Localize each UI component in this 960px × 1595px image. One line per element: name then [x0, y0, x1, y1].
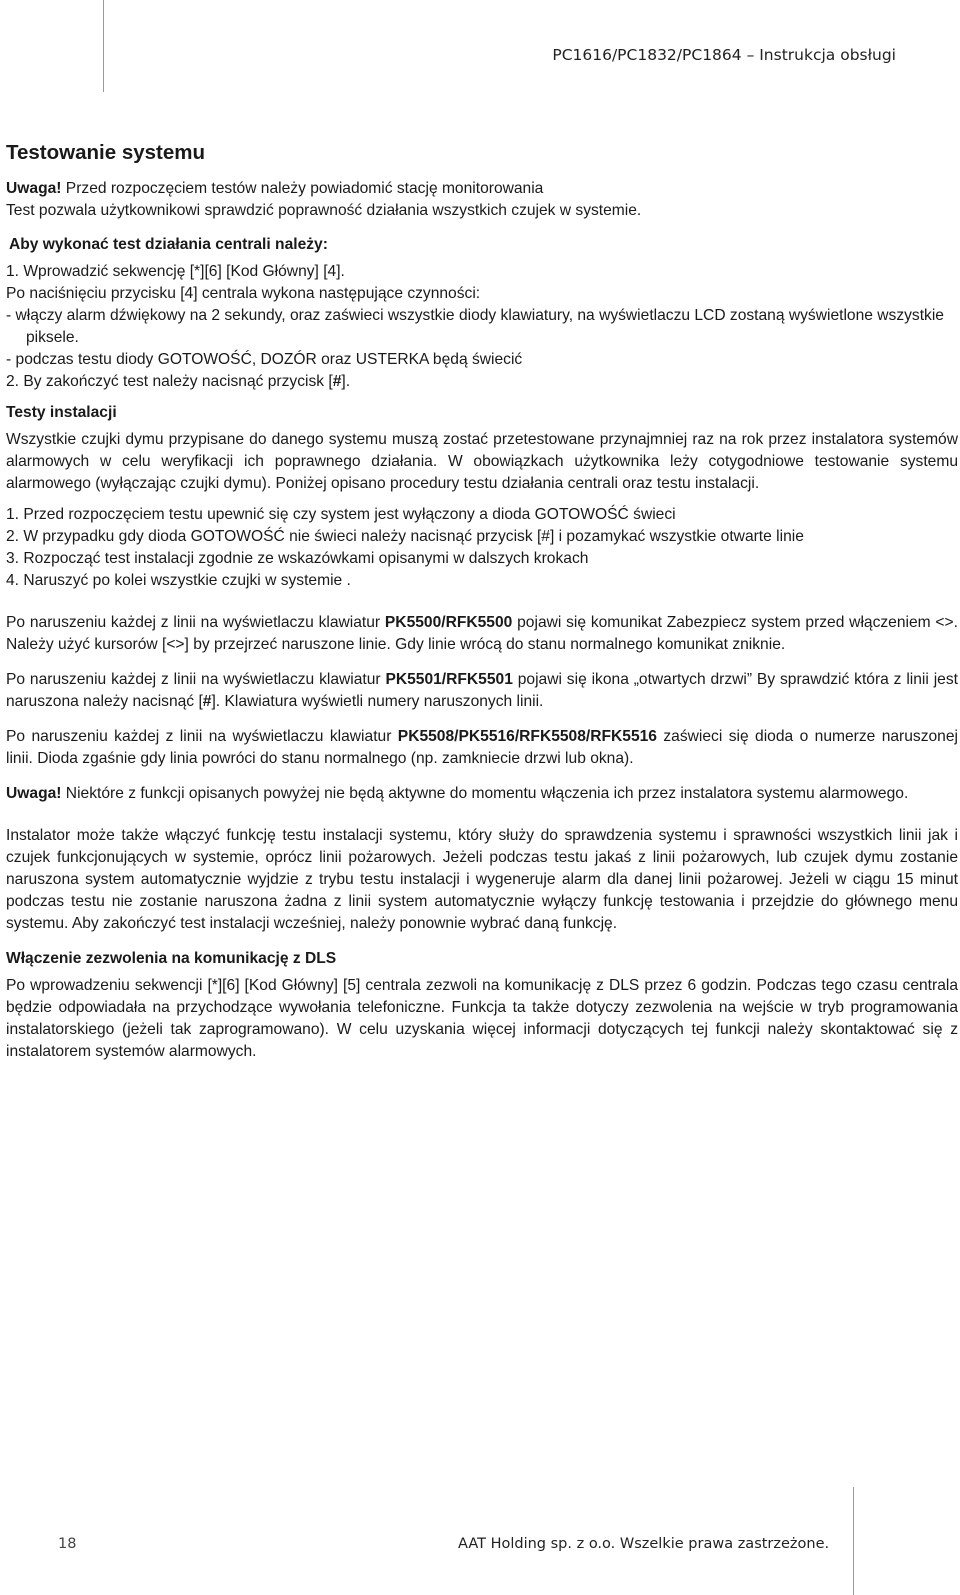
keypad-model-pk5500: PK5500/RFK5500 — [384, 614, 513, 631]
install-step-item: 4. Naruszyć po kolei wszystkie czujki w systemie . — [6, 572, 351, 589]
install-step-item: 3. Rozpocząć test instalacji zgodnie ze wskazówkami opisanymi w dalszych krokach — [6, 550, 589, 567]
warning-text: Przed rozpoczęciem testów należy powiadomić stację monitorowania — [61, 180, 544, 197]
page-number: 18 — [58, 1536, 77, 1552]
keypad-model-pk5501: PK5501/RFK5501 — [385, 671, 513, 688]
procedure-bullet-1: - włączy alarm dźwiękowy na 2 sekundy, oraz zaświeci wszystkie diody klawiatury, na wyświetlaczu LCD zostaną wyświetlone wszystkie piksele. — [6, 307, 944, 346]
p1-text-a: Po naruszeniu każdej z linii na wyświetlaczu klawiatur — [6, 614, 385, 631]
keypad-pk5500-paragraph — [6, 612, 958, 656]
procedure-bullet-2: - podczas testu diody GOTOWOŚĆ, DOZÓR oraz USTERKA będą świecić — [6, 351, 523, 368]
keypad-model-pk5508: PK5508/PK5516/RFK5508/RFK5516 — [397, 728, 657, 745]
page-content — [6, 140, 958, 1063]
second-warning-paragraph — [6, 783, 958, 805]
footer-copyright: AAT Holding sp. z o.o. Wszelkie prawa zastrzeżone. — [458, 1536, 830, 1552]
warning-label: Uwaga! — [6, 180, 62, 197]
hash-key: # — [332, 373, 342, 390]
p2-text-b: pojawi się ikona „otwartych drzwi” By sprawdzić która z linii jest naruszona należy nacisnąć [ — [6, 671, 958, 710]
section-title-dls: Włączenie zezwolenia na komunikację z DLS — [6, 950, 337, 967]
warning-text: Niektóre z funkcji opisanych powyżej nie będą aktywne do momentu włączenia ich przez instalatora systemu alarmowego. — [61, 785, 909, 802]
installer-test-paragraph: Instalator może także włączyć funkcję testu instalacji systemu, który służy do sprawdzenia systemu i sprawności wszystkich linii jak i czujek funkcjonujących w systemie, oprócz linii pożarowych. Jeżeli podczas testu jakaś z linii pożarowych, lub czujek dymu zostanie naruszona system automatycznie wyjdzie z trybu testu instalacji i wygeneruje alarm dla danej linii pożarowej. Jeżeli w ciągu 15 minut podczas testu nie zostanie naruszona żadna z linii system automatycznie wyłączy funkcję testowania i przejdzie do głównego menu systemu. Aby zakończyć test instalacji wcześniej, należy ponownie wybrać daną funkcję. — [6, 827, 958, 932]
step2-text-b: ]. — [341, 373, 351, 390]
procedure-step-1: 1. Wprowadzić sekwencję [*][6] [Kod Główny] [4]. — [6, 263, 345, 280]
install-test-intro: Wszystkie czujki dymu przypisane do danego systemu muszą zostać przetestowane przynajmniej raz na rok przez instalatora systemów alarmowych w celu weryfikacji ich poprawnego działania. W obowiązkach użytkownika leży cotygodniowe testowanie systemu alarmowego (wyłączając czujki dymu). Poniżej opisano procedury testu działania centrali oraz testu instalacji. — [6, 431, 958, 492]
keypad-pk5501-paragraph — [6, 669, 958, 713]
p3-text-a: Po naruszeniu każdej z linii na wyświetlaczu klawiatur — [6, 728, 398, 745]
p2-text-a: Po naruszeniu każdej z linii na wyświetlaczu klawiatur — [6, 671, 386, 688]
warning-paragraph — [6, 178, 958, 200]
step2-text-a: 2. By zakończyć test należy nacisnąć przycisk [ — [6, 373, 333, 390]
header-divider-line — [103, 0, 104, 92]
section-title-testy-instalacji: Testy instalacji — [6, 404, 117, 421]
after-press-text: Po naciśnięciu przycisku [4] centrala wykona następujące czynności: — [6, 285, 481, 302]
p1-text-b: pojawi się komunikat Zabezpiecz system przed włączeniem <>. Należy użyć kursorów [<>] by przejrzeć naruszone linie. Gdy linie wrócą do stanu normalnego komunikat zniknie. — [6, 614, 958, 653]
warning-label: Uwaga! — [6, 785, 62, 802]
test-procedure-heading: Aby wykonać test działania centrali należy: — [9, 236, 328, 253]
document-header-title: PC1616/PC1832/PC1864 – Instrukcja obsługi — [552, 46, 896, 64]
section-title-testowanie: Testowanie systemu — [6, 141, 205, 164]
keypad-pk5508-paragraph — [6, 726, 958, 770]
p3-text-b: zaświeci się dioda o numerze naruszonej linii. Dioda zgaśnie gdy linia powróci do stanu normalnego (np. zamkniecie drzwi lub okna). — [6, 728, 958, 767]
p2-text-c: ]. Klawiatura wyświetli numery naruszonych linii. — [211, 693, 544, 710]
procedure-step-2 — [6, 371, 958, 393]
hash-key: # — [202, 693, 212, 710]
footer-divider-line — [853, 1487, 854, 1595]
install-step-item: 2. W przypadku gdy dioda GOTOWOŚĆ nie świeci należy nacisnąć przycisk [#] i pozamykać wszystkie otwarte linie — [6, 528, 804, 545]
dls-paragraph: Po wprowadzeniu sekwencji [*][6] [Kod Główny] [5] centrala zezwoli na komunikację z DLS przez 6 godzin. Podczas tego czasu centrala będzie odpowiadała na przychodzące wywołania telefoniczne. Funkcja ta także dotyczy zezwolenia na wejście w tryb programowania instalatorskiego (jeżeli tak zaprogramowano). W celu uzyskania więcej informacji dotyczących tej funkcji należy skontaktować się z instalatorem systemów alarmowych. — [6, 977, 958, 1060]
install-step-item: 1. Przed rozpoczęciem testu upewnić się czy system jest wyłączony a dioda GOTOWOŚĆ świeci — [6, 506, 676, 523]
install-steps-list — [6, 504, 958, 592]
intro-paragraph: Test pozwala użytkownikowi sprawdzić poprawność działania wszystkich czujek w systemie. — [6, 202, 642, 219]
